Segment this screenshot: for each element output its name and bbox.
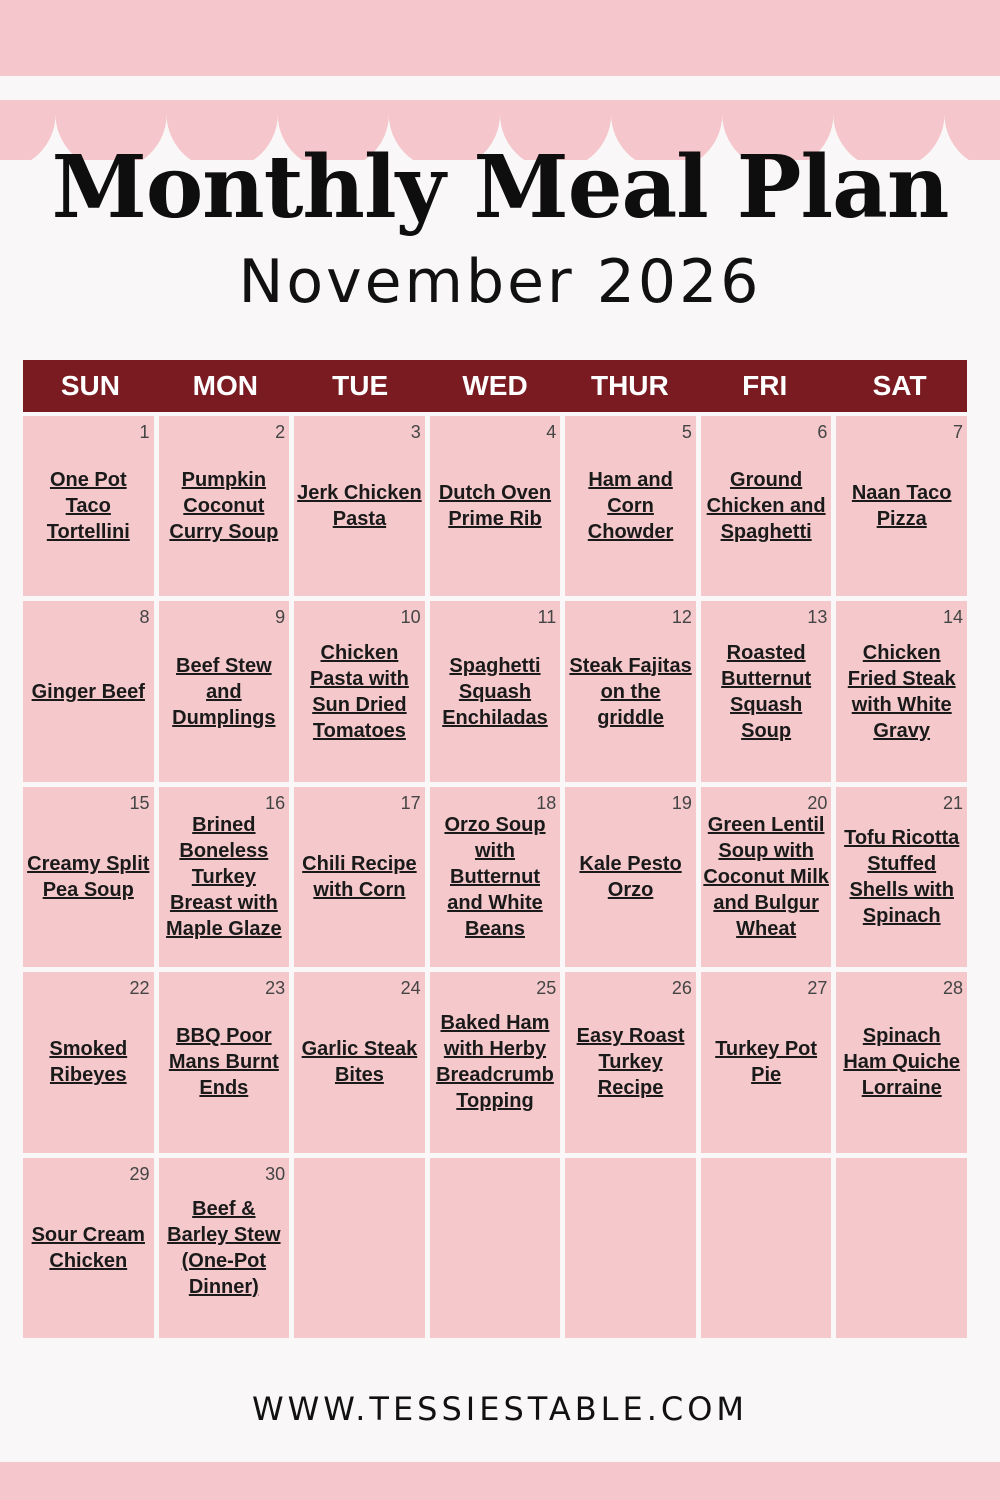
page-title: Monthly Meal Plan xyxy=(51,137,949,238)
meal-link[interactable]: Creamy Split Pea Soup xyxy=(27,852,150,901)
day-number: 21 xyxy=(942,792,963,813)
meal-link[interactable]: Orzo Soup with Butternut and White Beans xyxy=(444,813,546,940)
calendar-cell xyxy=(294,787,425,967)
day-number: 29 xyxy=(129,1163,150,1184)
website-url[interactable]: WWW.TESSIESTABLE.COM xyxy=(251,1390,749,1428)
calendar-cell xyxy=(701,416,832,596)
meal-link[interactable]: Green Lentil Soup with Coconut Milk and Bulgur Wheat xyxy=(703,813,829,940)
day-number: 25 xyxy=(536,978,557,999)
meal-link[interactable]: Steak Fajitas on the griddle xyxy=(569,654,692,729)
weekday-wed: WED xyxy=(462,370,528,401)
meal-link[interactable]: BBQ Poor Mans Burnt Ends xyxy=(168,1025,279,1100)
day-number: 20 xyxy=(807,792,828,813)
day-number: 14 xyxy=(942,607,963,628)
day-number: 11 xyxy=(537,607,557,628)
day-number: 5 xyxy=(681,422,692,442)
weekday-thur: THUR xyxy=(590,370,669,401)
day-number: 9 xyxy=(275,607,286,628)
meal-link[interactable]: Beef Stew and Dumplings xyxy=(172,654,276,729)
calendar-cell xyxy=(701,601,832,781)
day-number: 15 xyxy=(129,792,150,813)
meal-link[interactable]: Tofu Ricotta Stuffed Shells with Spinach xyxy=(844,826,960,927)
calendar-cell xyxy=(565,972,696,1152)
meal-link[interactable]: Sour Cream Chicken xyxy=(31,1223,145,1272)
meal-link[interactable]: Ginger Beef xyxy=(31,680,145,703)
calendar-cell xyxy=(294,1158,425,1338)
calendar-grid xyxy=(23,416,967,1338)
calendar-cell xyxy=(836,601,967,781)
calendar-cell xyxy=(430,1158,561,1338)
calendar-cell xyxy=(159,1158,290,1338)
day-number: 26 xyxy=(671,978,692,999)
meal-link[interactable]: Chicken Fried Steak with White Gravy xyxy=(847,641,956,742)
calendar-cell xyxy=(23,1158,154,1338)
day-number: 22 xyxy=(129,978,150,999)
meal-link[interactable]: Dutch Oven Prime Rib xyxy=(438,482,552,531)
meal-link[interactable]: Jerk Chicken Pasta xyxy=(297,482,422,531)
calendar-cell xyxy=(836,787,967,967)
meal-link[interactable]: Chili Recipe with Corn xyxy=(302,852,417,901)
top-band xyxy=(0,0,1000,76)
day-number: 16 xyxy=(265,792,286,813)
calendar-cell xyxy=(565,416,696,596)
meal-link[interactable]: Smoked Ribeyes xyxy=(49,1038,128,1087)
day-number: 23 xyxy=(265,978,286,999)
day-number: 24 xyxy=(400,978,421,999)
meal-link[interactable]: One Pot Taco Tortellini xyxy=(46,469,130,544)
day-number: 30 xyxy=(265,1163,286,1184)
meal-link[interactable]: Garlic Steak Bites xyxy=(301,1038,418,1087)
calendar-cell xyxy=(430,416,561,596)
day-number: 18 xyxy=(536,792,557,813)
day-number: 17 xyxy=(400,792,421,813)
day-number: 27 xyxy=(807,978,828,999)
day-number: 13 xyxy=(807,607,828,628)
calendar-cell xyxy=(430,972,561,1152)
calendar-cell xyxy=(294,601,425,781)
calendar-cell xyxy=(430,787,561,967)
meal-link[interactable]: Naan Taco Pizza xyxy=(851,482,952,531)
day-number: 12 xyxy=(671,607,692,628)
meal-link[interactable]: Chicken Pasta with Sun Dried Tomatoes xyxy=(309,641,409,742)
day-number: 28 xyxy=(942,978,963,999)
meal-link[interactable]: Baked Ham with Herby Breadcrumb Topping xyxy=(436,1012,554,1113)
meal-link[interactable]: Beef & Barley Stew (One-Pot Dinner) xyxy=(167,1197,281,1298)
calendar-cell xyxy=(565,601,696,781)
day-number: 4 xyxy=(546,422,557,442)
meal-link[interactable]: Kale Pesto Orzo xyxy=(579,852,682,901)
calendar-cell xyxy=(836,1158,967,1338)
day-number: 8 xyxy=(139,607,150,628)
calendar-cell xyxy=(159,787,290,967)
page-subtitle: November 2026 xyxy=(238,247,762,317)
day-number: 7 xyxy=(952,422,963,442)
day-number: 3 xyxy=(410,422,421,442)
day-number: 19 xyxy=(671,792,692,813)
calendar-cell xyxy=(23,416,154,596)
weekday-sat: SAT xyxy=(872,370,927,401)
calendar-cell xyxy=(430,601,561,781)
weekday-tue: TUE xyxy=(332,370,389,401)
meal-link[interactable]: Turkey Pot Pie xyxy=(715,1038,818,1087)
meal-link[interactable]: Roasted Butternut Squash Soup xyxy=(721,641,812,742)
calendar-cell xyxy=(836,972,967,1152)
calendar-cell xyxy=(294,416,425,596)
calendar-cell xyxy=(159,601,290,781)
weekday-fri: FRI xyxy=(742,370,788,401)
meal-link[interactable]: Easy Roast Turkey Recipe xyxy=(576,1025,685,1100)
calendar-cell xyxy=(159,972,290,1152)
weekday-sun: SUN xyxy=(60,370,120,401)
meal-link[interactable]: Brined Boneless Turkey Breast with Maple Glaze xyxy=(166,813,282,940)
calendar-cell xyxy=(565,787,696,967)
meal-link[interactable]: Spinach Ham Quiche Lorraine xyxy=(843,1025,961,1100)
calendar-cell xyxy=(701,1158,832,1338)
meal-link[interactable]: Ham and Corn Chowder xyxy=(587,469,674,544)
calendar-cell xyxy=(836,416,967,596)
meal-link[interactable]: Spaghetti Squash Enchiladas xyxy=(442,654,548,729)
day-number: 1 xyxy=(139,422,150,442)
day-number: 2 xyxy=(275,422,286,442)
weekday-mon: MON xyxy=(192,370,258,401)
calendar-cell xyxy=(23,972,154,1152)
day-number: 6 xyxy=(817,422,828,442)
meal-link[interactable]: Pumpkin Coconut Curry Soup xyxy=(169,469,279,544)
calendar-cell xyxy=(159,416,290,596)
calendar-cell xyxy=(23,601,154,781)
weekday-header xyxy=(23,360,967,412)
calendar-cell xyxy=(23,787,154,967)
calendar-cell xyxy=(701,972,832,1152)
meal-link[interactable]: Ground Chicken and Spaghetti xyxy=(706,469,826,544)
calendar-cell xyxy=(294,972,425,1152)
calendar-cell xyxy=(565,1158,696,1338)
calendar-cell xyxy=(701,787,832,967)
bottom-band xyxy=(0,1462,1000,1500)
day-number: 10 xyxy=(400,607,421,628)
